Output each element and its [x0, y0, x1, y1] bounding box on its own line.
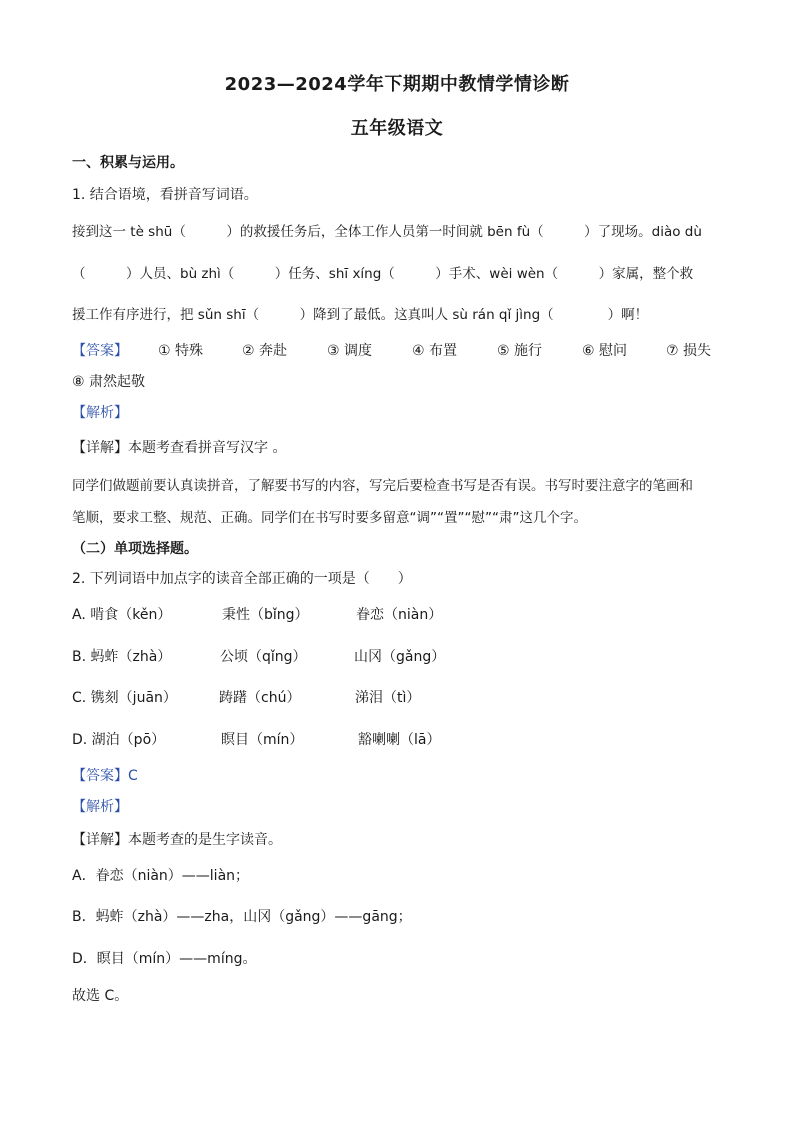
answer-item-5: ⑤ 施行 [497, 343, 543, 359]
option-b-2: 公顷（qǐng） [220, 649, 307, 665]
answer-item-1: ① 特殊 [158, 343, 204, 359]
option-c-3: 涕泪（tì） [355, 690, 421, 706]
option-d-1: D. 湖泊（pō） [72, 732, 166, 748]
option-d-2: 瞑目（mín） [221, 732, 304, 748]
answer-item-3: ③ 调度 [327, 343, 373, 359]
analysis-label-1: 【解析】 [72, 405, 128, 421]
detail-1: 【详解】本题考查看拼音写汉字 。 [72, 440, 287, 456]
answer-item-2: ② 奔赴 [242, 343, 288, 359]
option-b-3: 山冈（gǎng） [354, 649, 446, 665]
option-b-1: B. 蚂蚱（zhà） [72, 649, 172, 665]
explain-1-line-1: 同学们做题前要认真读拼音，了解要书写的内容，写完后要检查书写是否有误。书写时要注意字的笔画和 [72, 478, 693, 494]
analysis-label-2: 【解析】 [72, 799, 128, 815]
answer-item-8: ⑧ 肃然起敬 [72, 374, 146, 390]
note-b: B．蚂蚱（zhà）——zha，山冈（gǎng）——gāng； [72, 909, 412, 925]
document-title: 2023—2024学年下期期中教情学情诊断 [224, 74, 570, 95]
section-heading-2: （二）单项选择题。 [72, 541, 198, 557]
option-a-1: A. 啃食（kěn） [72, 607, 172, 623]
question-1-text-line-3: 援工作有序进行，把 sǔn shī（ ）降到了最低。这真叫人 sù rán qǐ jìng（ ）啊！ [72, 307, 649, 323]
conclusion: 故选 C。 [72, 988, 129, 1004]
section-heading-1: 一、积累与运用。 [72, 155, 184, 171]
answer-item-7: ⑦ 损失 [666, 343, 712, 359]
answer-item-6: ⑥ 慰问 [582, 343, 628, 359]
answer-item-4: ④ 布置 [412, 343, 458, 359]
note-a: A．眷恋（niàn）——liàn； [72, 868, 250, 884]
answer-2: 【答案】C [72, 768, 138, 784]
option-a-3: 眷恋（niàn） [356, 607, 443, 623]
question-1-stem: 1. 结合语境，看拼音写词语。 [72, 187, 258, 203]
option-c-1: C. 镌刻（juān） [72, 690, 177, 706]
question-1-text-line-1: 接到这一 tè shū（ ）的救援任务后，全体工作人员第一时间就 bēn fù（ ）了现场。diào dù [72, 224, 702, 240]
explain-1-line-2: 笔顺，要求工整、规范、正确。同学们在书写时要多留意“调”“置”“慰”“肃”这几个字。 [72, 510, 587, 526]
detail-2: 【详解】本题考查的是生字读音。 [72, 832, 282, 848]
document-subtitle: 五年级语文 [350, 118, 444, 139]
option-a-2: 秉性（bǐng） [222, 607, 309, 623]
answer-label: 【答案】 [72, 343, 128, 359]
option-c-2: 踌躇（chú） [219, 690, 301, 706]
question-1-text-line-2: （ ）人员、bù zhì（ ）任务、shī xíng（ ）手术、wèi wèn（ ）家属，整个救 [72, 266, 694, 282]
note-d: D．瞑目（mín）——míng。 [72, 951, 257, 967]
question-2-stem: 2. 下列词语中加点字的读音全部正确的一项是（ ） [72, 571, 412, 587]
option-d-3: 豁喇喇（lā） [358, 732, 441, 748]
